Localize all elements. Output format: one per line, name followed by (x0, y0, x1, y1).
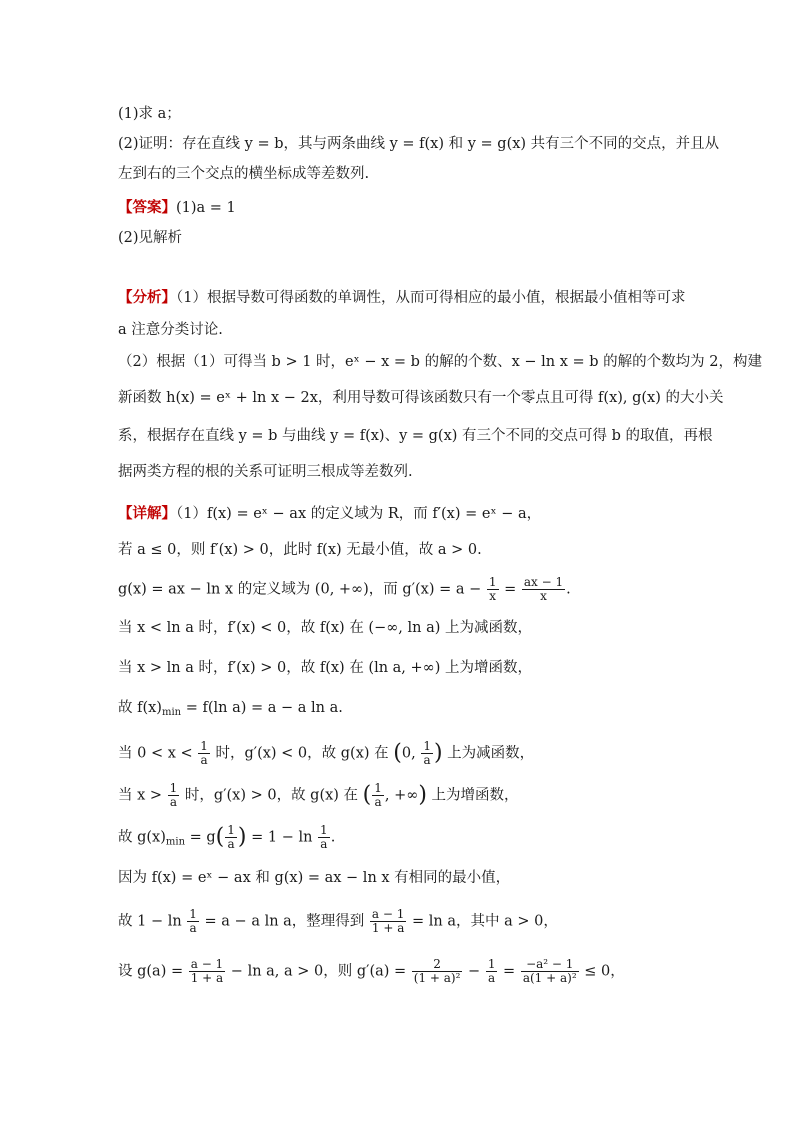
answer-line-1: 【答案】(1)a = 1 (118, 199, 236, 216)
fraction: $\frac{1}{a}$ (200, 739, 208, 767)
fraction: $\frac{1}{a}$ (487, 957, 496, 985)
fraction: $\frac{1}{a}$ (169, 781, 178, 809)
fraction: $\frac{1}{x}$ (488, 575, 497, 603)
detail-line-7: 当 0 < x < $\frac{1}{a}$ 时，g′(x) < 0，故 g(x) 在 (0, $\frac{1}{a}$ ) 上为减函数， (118, 739, 535, 767)
detail-line-11: 故 1 − ln $\frac{1}{a}$ = a − a ln a，整理得到 $\frac{a - 1}{1 + a}$ = ln a，其中 a > 0， (118, 907, 558, 935)
detail-line-4: 当 x < ln a 时，f′(x) < 0，故 f(x) 在 (−∞, ln a) 上为减函数， (118, 620, 533, 636)
detail-line-2: 若 a ≤ 0，则 f′(x) > 0，此时 f(x) 无最小值，故 a > 0. (118, 542, 482, 558)
detail-line-12: 设 g(a) = $\frac{a - 1}{1 + a}$ − ln a, a > 0，则 g′(a) = $\frac{2}{\text{(1 + a)²}}$ − $\frac{1}{a}$ = $\frac{\text{−a² − 1}}{\text{a(1 + a)²}}$ ≤ 0， (118, 957, 625, 985)
fraction: $\frac{1}{a}$ (227, 823, 235, 851)
analysis-tag: 【分析】 (118, 289, 176, 306)
question-part-2: (2)证明：存在直线 y = b，其与两条曲线 y = f(x) 和 y = g(x) 共有三个不同的交点，并且从 (118, 136, 720, 152)
answer-line-2: (2)见解析 (118, 230, 183, 246)
analysis-line-1: 【分析】（1）根据导数可得函数的单调性，从而可得相应的最小值，根据最小值相等可求 (118, 289, 686, 306)
analysis-line-4: 新函数 h(x) = eˣ + ln x − 2x，利用导数可得该函数只有一个零点且可得 f(x), g(x) 的大小关 (118, 390, 724, 406)
fraction: $\frac{1}{a}$ (423, 739, 431, 767)
detail-line-10: 因为 f(x) = eˣ − ax 和 g(x) = ax − ln x 有相同的最小值， (118, 870, 511, 886)
detail-line-9: 故 $g(x)_{min} = g$( $\frac{1}{a}$ ) = 1 − ln $\frac{1}{a}$ . (118, 823, 336, 851)
fraction: $\frac{1}{a}$ (374, 781, 382, 809)
fraction: $\frac{1}{a}$ (320, 823, 328, 851)
fraction: $\frac{2}{\text{(1 + a)²}}$ (413, 957, 461, 985)
detail-line-6: 故 $f(x)_{min} = f(\ln$ a) = a − a ln a. (118, 700, 343, 718)
detail-line-1: 【详解】（1）f(x) = eˣ − ax 的定义域为 R，而 f′(x) = eˣ − a， (118, 505, 542, 522)
detail-line-3: g(x) = ax − ln x 的定义域为 (0, +∞)，而 g′(x) = a − $\frac{1}{x}$ = $\frac{ax - 1}{x}$ . (118, 575, 571, 603)
analysis-line-2: a 注意分类讨论. (118, 322, 223, 338)
question-part-1: (1)求 a； (118, 106, 181, 122)
analysis-line-6: 据两类方程的根的关系可证明三根成等差数列. (118, 464, 413, 480)
detail-line-8: 当 x > $\frac{1}{a}$ 时，g′(x) > 0，故 g(x) 在 ( $\frac{1}{a}$ , +∞) 上为增函数， (118, 781, 519, 809)
question-part-2-cont: 左到右的三个交点的横坐标成等差数列. (118, 166, 370, 182)
analysis-line-3: （2）根据（1）可得当 b > 1 时，eˣ − x = b 的解的个数、x − ln x = b 的解的个数均为 2，构建 (118, 354, 762, 370)
fraction: $\frac{a - 1}{1 + a}$ (371, 907, 405, 935)
fraction: $\frac{\text{−a² − 1}}{\text{a(1 + a)²}}$ (522, 957, 577, 985)
detail-line-5: 当 x > ln a 时，f′(x) > 0，故 f(x) 在 (ln a, +∞) 上为增函数， (118, 660, 533, 676)
detail-tag: 【详解】 (118, 505, 176, 522)
analysis-line-5: 系，根据存在直线 y = b 与曲线 y = f(x)、y = g(x) 有三个不同的交点可得 b 的取值，再根 (118, 428, 713, 444)
fraction: $\frac{ax - 1}{x}$ (523, 575, 564, 603)
fraction: $\frac{1}{a}$ (189, 907, 197, 935)
fraction: $\frac{a - 1}{1 + a}$ (190, 957, 224, 985)
answer-tag: 【答案】 (118, 199, 176, 216)
